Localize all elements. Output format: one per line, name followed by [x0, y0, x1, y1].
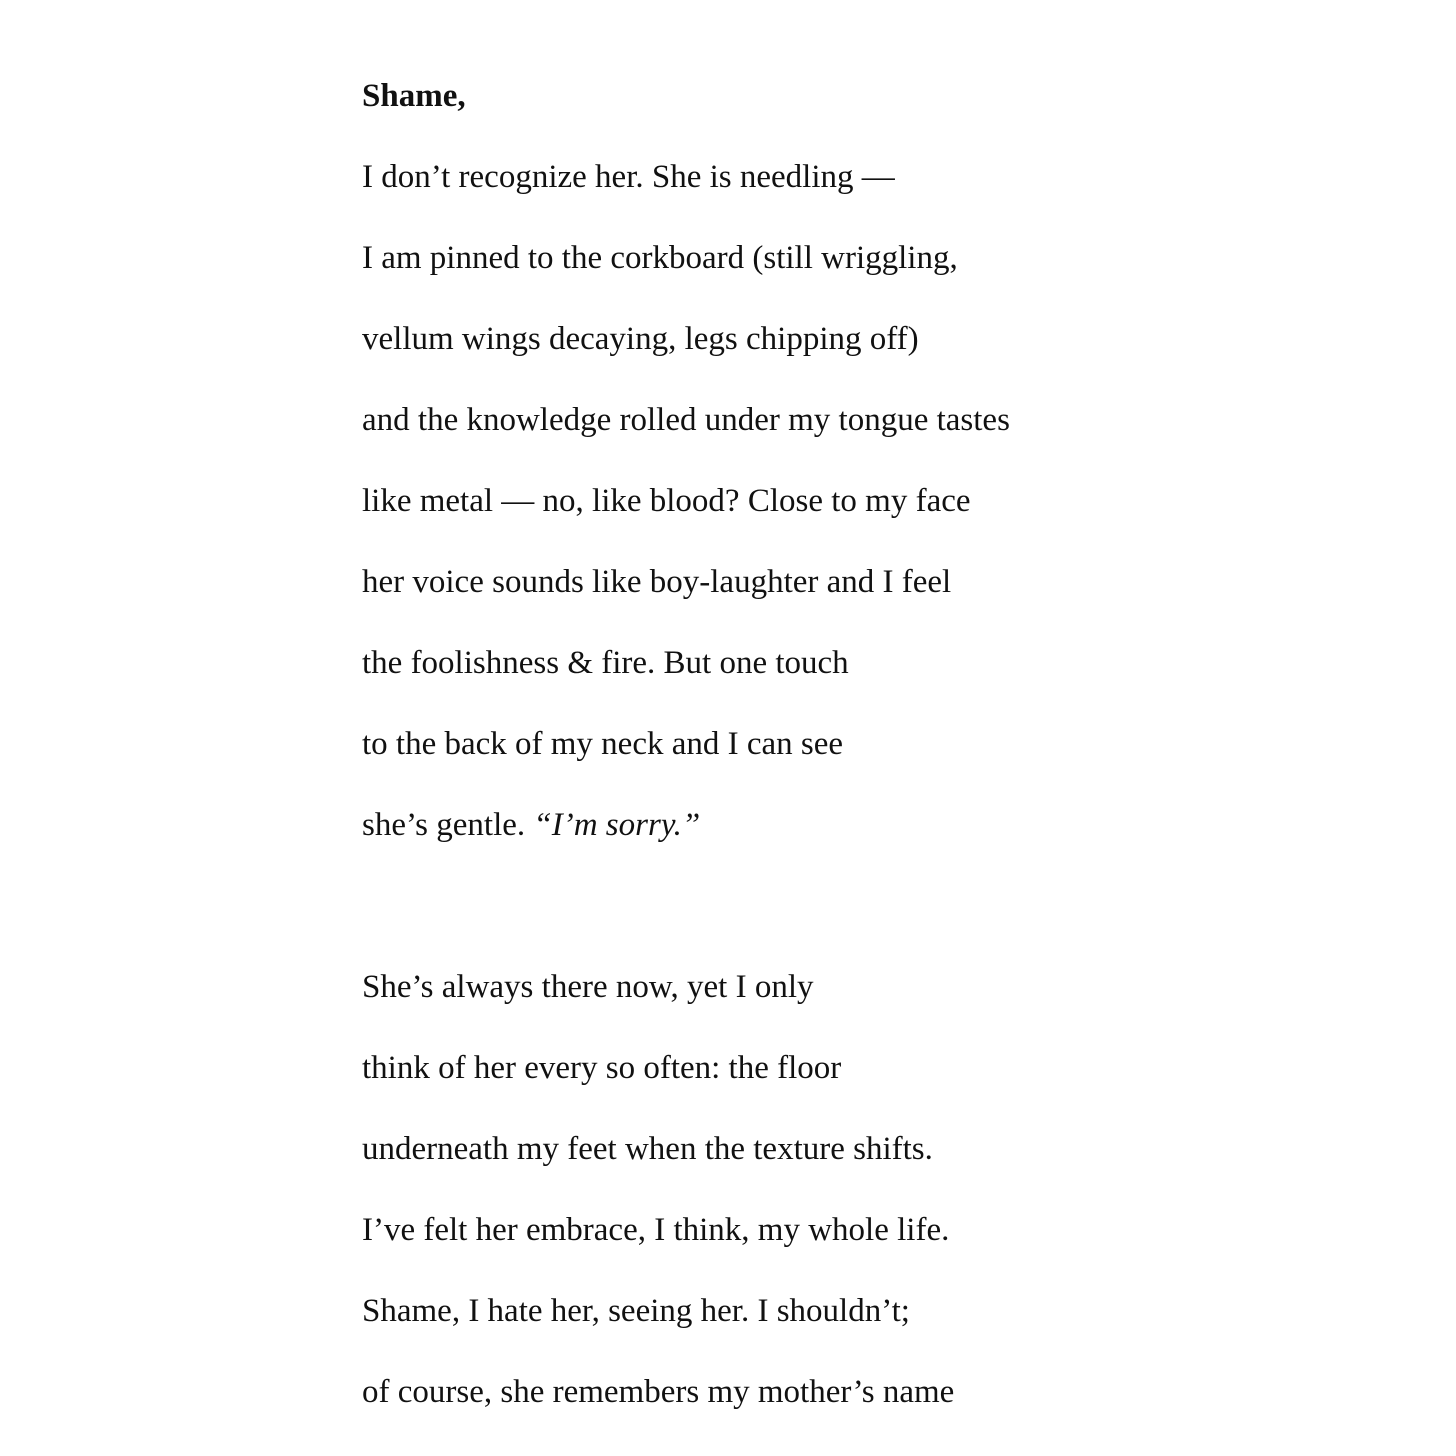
- poem-line-last-stanza1: [362, 805, 700, 845]
- poem-line: I’ve felt her embrace, I think, my whole life.: [362, 1212, 950, 1248]
- poem-title: Shame,: [362, 78, 466, 114]
- poem-line: and the knowledge rolled under my tongue tastes: [362, 402, 1010, 438]
- poem-line: vellum wings decaying, legs chipping off): [362, 321, 919, 357]
- poem-line: I don’t recognize her. She is needling —: [362, 159, 895, 195]
- poem-line: She’s always there now, yet I only: [362, 969, 814, 1005]
- poem-line: think of her every so often: the floor: [362, 1050, 842, 1086]
- poem-line: underneath my feet when the texture shifts.: [362, 1131, 933, 1167]
- poem-line: like metal — no, like blood? Close to my face: [362, 483, 971, 519]
- poem-line: of course, she remembers my mother’s name: [362, 1374, 955, 1410]
- poem-line-plain: she’s gentle.: [362, 807, 534, 843]
- poem-line: I am pinned to the corkboard (still wriggling,: [362, 240, 958, 276]
- poem-line: Shame, I hate her, seeing her. I shouldn’t;: [362, 1293, 910, 1329]
- poem-line: her voice sounds like boy-laughter and I feel: [362, 564, 952, 600]
- poem-line: the foolishness & fire. But one touch: [362, 645, 849, 681]
- poem-line: to the back of my neck and I can see: [362, 726, 844, 762]
- poem-line-italic-quote: “I’m sorry.”: [533, 807, 701, 843]
